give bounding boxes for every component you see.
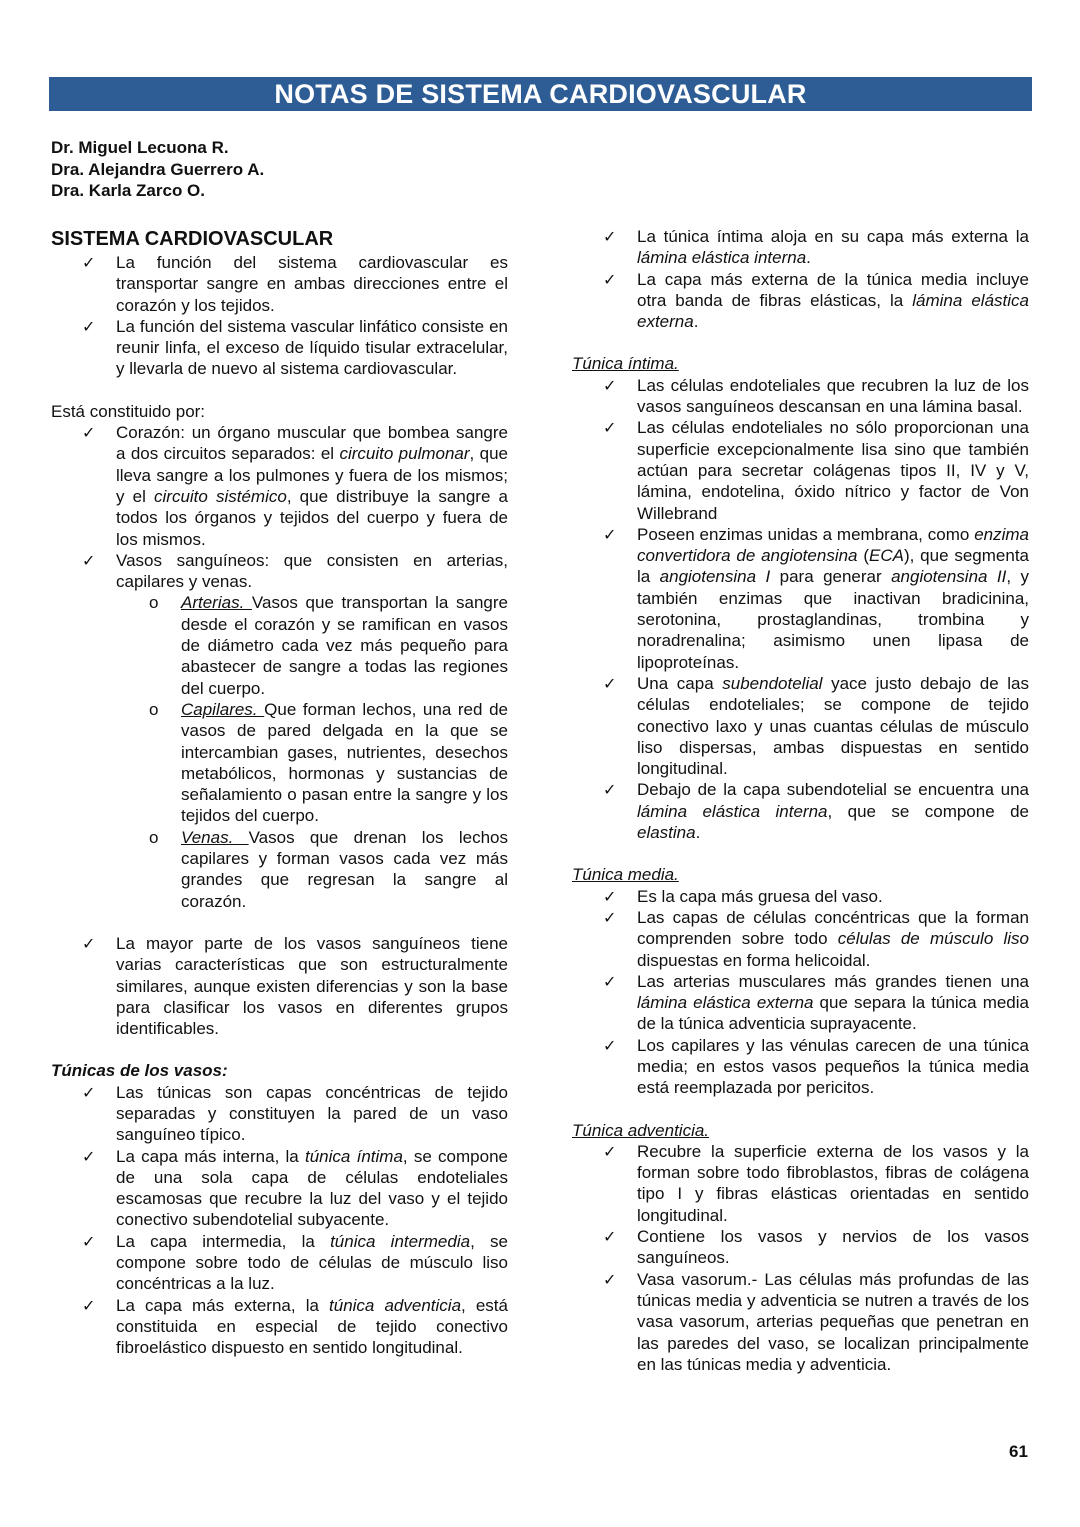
intima-list [572, 375, 1029, 844]
list-item: ✓ Vasa vasorum.- Las células más profundas de las túnicas media y adventicia se nutren a través de los vasa vasorum, arterias pequeñas que penetran en las paredes del vaso, se localizan principalmente en las túnicas media y adventicia. [572, 1269, 1029, 1375]
adventicia-list [572, 1141, 1029, 1375]
list-item: ✓ Los capilares y las vénulas carecen de una túnica media; en estos vasos pequeños la túnica media está reemplazada por pericitos. [572, 1035, 1029, 1099]
page-title: NOTAS DE SISTEMA CARDIOVASCULAR [274, 79, 807, 109]
list-item: ✓ Vasos sanguíneos: que consisten en arterias, capilares y venas. [51, 550, 508, 593]
author: Dr. Miguel Lecuona R. [51, 138, 229, 157]
vessel-types-list [51, 592, 508, 911]
components-list [51, 422, 508, 592]
intro-list [51, 252, 508, 380]
list-item: ✓ La función del sistema vascular linfático consiste en reunir linfa, el exceso de líquido tisular extracelular, y llevarla de nuevo al sistema cardiovascular. [51, 316, 508, 380]
tunicas-heading: Túnicas de los vasos: [51, 1061, 228, 1081]
tunicas-list [51, 1082, 508, 1359]
list-item: o Capilares. Que forman lechos, una red de vasos de pared delgada en la que se intercambian gases, nutrientes, desechos metabólicos, hormonas y sustancias de señalamiento o pasan entre la sangre y los tejidos del cuerpo. [116, 699, 508, 827]
list-item: o Venas. Vasos que drenan los lechos capilares y forman vasos cada vez más grandes que regresan la sangre al corazón. [116, 827, 508, 912]
section-heading: SISTEMA CARDIOVASCULAR [51, 228, 334, 250]
list-item: ✓ Las células endoteliales no sólo proporcionan una superficie excepcionalmente lisa sino que también actúan para secretar colágenas tipos II, IV y V, lámina, endotelina, óxido nítrico y factor de Von Willebrand [572, 417, 1029, 523]
page-number: 61 [1009, 1442, 1028, 1461]
general-list [51, 933, 508, 1039]
list-item: ✓ Es la capa más gruesa del vaso. [572, 886, 1029, 907]
list-item: ✓ Contiene los vasos y nervios de los vasos sanguíneos. [572, 1226, 1029, 1269]
list-item: ✓ Las capas de células concéntricas que la forman comprenden sobre todo células de músculo liso dispuestas en forma helicoidal. [572, 907, 1029, 971]
adventicia-heading: Túnica adventicia. [572, 1120, 710, 1140]
media-list [572, 886, 1029, 1099]
list-item: ✓ Las arterias musculares más grandes tienen una lámina elástica externa que separa la túnica media de la túnica adventicia suprayacente. [572, 971, 1029, 1035]
list-item: ✓ Poseen enzimas unidas a membrana, como enzima convertidora de angiotensina (ECA), que segmenta la angiotensina I para generar angiotensina II, y también enzimas que inactivan bradicinina, serotonina, prostaglandinas, trombina y noradrenalina; asimismo unen lipasa de lipoproteínas. [572, 524, 1029, 673]
list-item: ✓ La mayor parte de los vasos sanguíneos tiene varias características que son estructuralmente similares, aunque existen diferencias y son la base para clasificar los vasos en diferentes grupos identificables. [51, 933, 508, 1039]
list-item: ✓ Las células endoteliales que recubren la luz de los vasos sanguíneos descansan en una lámina basal. [572, 375, 1029, 418]
right-column [572, 226, 1029, 1375]
intima-heading: Túnica íntima. [572, 354, 679, 374]
author: Dra. Karla Zarco O. [51, 181, 206, 200]
left-column [51, 226, 508, 1359]
list-item: ✓ La capa intermedia, la túnica intermedia, se compone sobre todo de células de músculo liso concéntricas a la luz. [51, 1231, 508, 1295]
list-item: ✓ Corazón: un órgano muscular que bombea sangre a dos circuitos separados: el circuito pulmonar, que lleva sangre a los pulmones y fuera de los mismos; y el circuito sistémico, que distribuye la sangre a todos los órganos y tejidos del cuerpo y fuera de los mismos. [51, 422, 508, 550]
list-item: ✓ La función del sistema cardiovascular es transportar sangre en ambas direcciones entre el corazón y los tejidos. [51, 252, 508, 316]
list-item: ✓ La túnica íntima aloja en su capa más externa la lámina elástica interna. [572, 226, 1029, 269]
media-heading: Túnica media. [572, 865, 679, 885]
list-item: ✓ Las túnicas son capas concéntricas de tejido separadas y constituyen la pared de un vaso sanguíneo típico. [51, 1082, 508, 1146]
header-bar [49, 77, 1032, 111]
list-item: ✓ La capa más interna, la túnica íntima, se compone de una sola capa de células endoteliales escamosas que recubre la luz del vaso y el tejido conectivo subendotelial subyacente. [51, 1146, 508, 1231]
list-item: ✓ Debajo de la capa subendotelial se encuentra una lámina elástica interna, que se compone de elastina. [572, 779, 1029, 843]
list-item: ✓ Una capa subendotelial yace justo debajo de las células endoteliales; se compone de tejido conectivo laxo y unas cuantas células de músculo liso dispersas, ambas dispuestas en sentido longitudinal. [572, 673, 1029, 779]
list-item: o Arterias. Vasos que transportan la sangre desde el corazón y se ramifican en vasos de diámetro cada vez más pequeño para abastecer de sangre a todas las regiones del cuerpo. [116, 592, 508, 698]
authors [51, 137, 264, 202]
lamina-list [572, 226, 1029, 332]
list-item: ✓ La capa más externa de la túnica media incluye otra banda de fibras elásticas, la lámina elástica externa. [572, 269, 1029, 333]
list-item: ✓ La capa más externa, la túnica adventicia, está constituida en especial de tejido conectivo fibroelástico dispuesto en sentido longitudinal. [51, 1295, 508, 1359]
author: Dra. Alejandra Guerrero A. [51, 159, 265, 179]
constituted-by: Está constituido por: [51, 401, 206, 421]
list-item: ✓ Recubre la superficie externa de los vasos y la forman sobre todo fibroblastos, fibras de colágena tipo I y fibras elásticas orientadas en sentido longitudinal. [572, 1141, 1029, 1226]
